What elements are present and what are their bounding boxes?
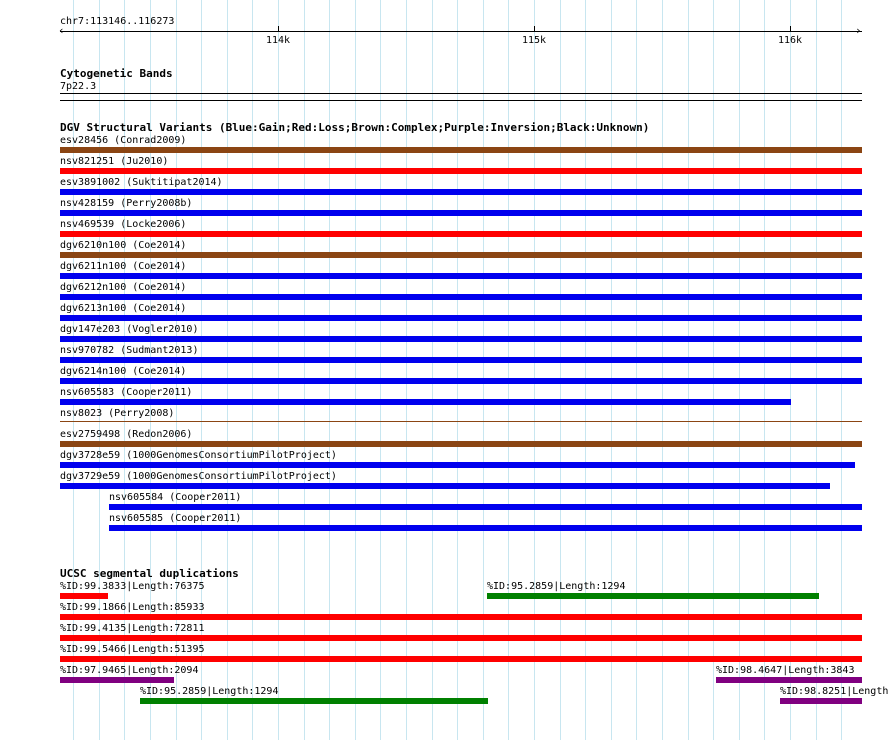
dgv-feature-bar[interactable] (60, 421, 862, 422)
segdup-feature-bar[interactable] (487, 593, 819, 599)
dgv-feature-bar[interactable] (60, 189, 862, 195)
ruler-right-arrow-icon[interactable]: › (855, 24, 862, 37)
dgv-feature-bar[interactable] (60, 357, 862, 363)
dgv-feature-label[interactable]: dgv3729e59 (1000GenomesConsortiumPilotProject) (60, 471, 337, 482)
gridline (585, 0, 586, 740)
segdup-feature-label[interactable]: %ID:99.3833|Length:76375 (60, 581, 205, 592)
dgv-feature-label[interactable]: nsv605585 (Cooper2011) (109, 513, 242, 524)
dgv-feature-label[interactable]: dgv6214n100 (Coe2014) (60, 366, 187, 377)
segdup-track-title: UCSC segmental duplications (60, 567, 239, 580)
gridline (508, 0, 509, 740)
gridline (355, 0, 356, 740)
segdup-feature-label[interactable]: %ID:95.2859|Length:1294 (140, 686, 279, 697)
gridline (278, 0, 279, 740)
dgv-feature-label[interactable]: nsv605584 (Cooper2011) (109, 492, 242, 503)
gridline (790, 0, 791, 740)
gridline (457, 0, 458, 740)
gridline (329, 0, 330, 740)
segdup-feature-bar[interactable] (780, 698, 862, 704)
gridline (227, 0, 228, 740)
gridline (534, 0, 535, 740)
segdup-feature-label[interactable]: %ID:95.2859|Length:1294 (487, 581, 626, 592)
gridline (636, 0, 637, 740)
dgv-feature-bar[interactable] (60, 336, 862, 342)
gridline (662, 0, 663, 740)
segdup-feature-label[interactable]: %ID:99.4135|Length:72811 (60, 623, 205, 634)
dgv-feature-bar[interactable] (60, 168, 862, 174)
cytoband-label: 7p22.3 (60, 81, 97, 92)
dgv-feature-bar[interactable] (109, 525, 862, 531)
dgv-feature-label[interactable]: nsv428159 (Perry2008b) (60, 198, 193, 209)
ruler-tick (278, 26, 279, 32)
dgv-feature-bar[interactable] (109, 504, 862, 510)
gridline (432, 0, 433, 740)
dgv-feature-bar[interactable] (60, 294, 862, 300)
gridline (841, 0, 842, 740)
gridline (483, 0, 484, 740)
segdup-feature-bar[interactable] (60, 635, 862, 641)
dgv-feature-bar[interactable] (60, 147, 862, 153)
gridline (764, 0, 765, 740)
ruler-tick-label: 114k (265, 35, 291, 46)
dgv-feature-label[interactable]: esv28456 (Conrad2009) (60, 135, 187, 146)
gridline (304, 0, 305, 740)
dgv-feature-bar[interactable] (60, 231, 862, 237)
gridline (816, 0, 817, 740)
dgv-feature-bar[interactable] (60, 273, 862, 279)
gridline (739, 0, 740, 740)
ruler-left-arrow-icon[interactable]: ‹ (58, 24, 65, 37)
gridline (560, 0, 561, 740)
segdup-feature-bar[interactable] (60, 614, 862, 620)
dgv-feature-bar[interactable] (60, 378, 862, 384)
gridline (713, 0, 714, 740)
gridline (611, 0, 612, 740)
dgv-feature-label[interactable]: nsv970782 (Sudmant2013) (60, 345, 199, 356)
segdup-feature-label[interactable]: %ID:97.9465|Length:2094 (60, 665, 199, 676)
dgv-feature-label[interactable]: dgv6212n100 (Coe2014) (60, 282, 187, 293)
gridline (688, 0, 689, 740)
cytoband-track-title: Cytogenetic Bands (60, 67, 173, 80)
segdup-feature-bar[interactable] (60, 677, 174, 683)
segdup-feature-bar[interactable] (716, 677, 862, 683)
dgv-feature-label[interactable]: dgv6213n100 (Coe2014) (60, 303, 187, 314)
segdup-feature-label[interactable]: %ID:99.1866|Length:85933 (60, 602, 205, 613)
dgv-feature-bar[interactable] (60, 252, 862, 258)
cytoband-outline-top (60, 93, 862, 94)
segdup-feature-bar[interactable] (60, 593, 108, 599)
segdup-feature-label[interactable]: %ID:99.5466|Length:51395 (60, 644, 205, 655)
dgv-track-title: DGV Structural Variants (Blue:Gain;Red:Loss;Brown:Complex;Purple:Inversion;Black:Unknown) (60, 121, 650, 134)
dgv-feature-bar[interactable] (60, 441, 862, 447)
dgv-feature-label[interactable]: esv2759498 (Redon2006) (60, 429, 193, 440)
gridline (252, 0, 253, 740)
segdup-feature-bar[interactable] (140, 698, 488, 704)
dgv-feature-label[interactable]: dgv6211n100 (Coe2014) (60, 261, 187, 272)
dgv-feature-bar[interactable] (60, 315, 862, 321)
dgv-feature-label[interactable]: nsv821251 (Ju2010) (60, 156, 169, 167)
ruler-tick-label: 116k (777, 35, 803, 46)
cytoband-outline-bottom (60, 100, 862, 101)
segdup-feature-label[interactable]: %ID:98.8251|Length (780, 686, 889, 697)
dgv-feature-label[interactable]: nsv469539 (Locke2006) (60, 219, 187, 230)
dgv-feature-label[interactable]: esv3891002 (Suktitipat2014) (60, 177, 223, 188)
dgv-feature-bar[interactable] (60, 210, 862, 216)
dgv-feature-bar[interactable] (60, 462, 855, 468)
segdup-feature-bar[interactable] (60, 656, 862, 662)
dgv-feature-bar[interactable] (60, 483, 830, 489)
gridline (380, 0, 381, 740)
ruler-tick (534, 26, 535, 32)
ruler-position: chr7:113146..116273 (60, 16, 175, 27)
segdup-feature-label[interactable]: %ID:98.4647|Length:3843 (716, 665, 855, 676)
ruler-tick (790, 26, 791, 32)
dgv-feature-label[interactable]: nsv605583 (Cooper2011) (60, 387, 193, 398)
dgv-feature-label[interactable]: dgv6210n100 (Coe2014) (60, 240, 187, 251)
dgv-feature-label[interactable]: nsv8023 (Perry2008) (60, 408, 175, 419)
dgv-feature-label[interactable]: dgv3728e59 (1000GenomesConsortiumPilotProject) (60, 450, 337, 461)
ruler-line (60, 31, 862, 32)
gridline (406, 0, 407, 740)
dgv-feature-bar[interactable] (60, 399, 791, 405)
ruler-tick-label: 115k (521, 35, 547, 46)
dgv-feature-label[interactable]: dgv147e203 (Vogler2010) (60, 324, 199, 335)
